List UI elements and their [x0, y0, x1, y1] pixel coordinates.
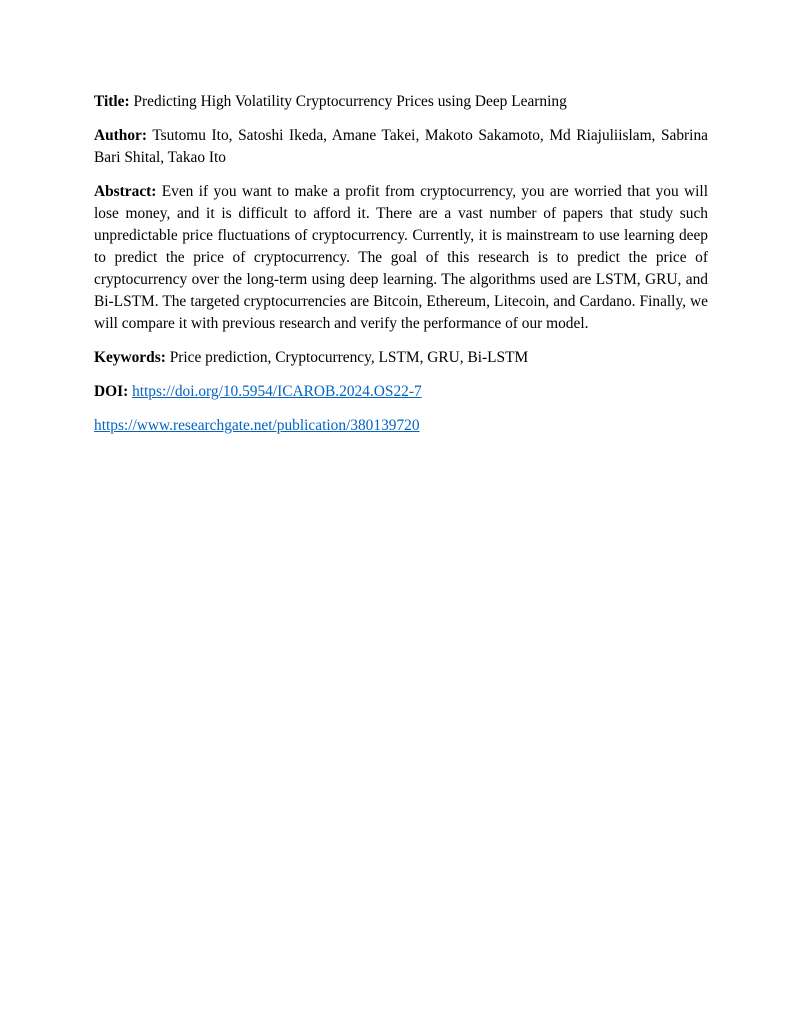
- researchgate-paragraph: [94, 415, 708, 437]
- doi-link[interactable]: https://doi.org/10.5954/ICAROB.2024.OS22-7: [132, 383, 422, 400]
- author-list: Tsutomu Ito, Satoshi Ikeda, Amane Takei, Makoto Sakamoto, Md Riajuliislam, Sabrina Bari Shital, Takao Ito: [94, 127, 708, 166]
- abstract-paragraph: [94, 181, 708, 335]
- author-label: Author:: [94, 127, 148, 144]
- keywords-text: Price prediction, Cryptocurrency, LSTM, GRU, Bi-LSTM: [169, 349, 529, 366]
- title-label: Title:: [94, 93, 130, 110]
- abstract-label: Abstract:: [94, 183, 157, 200]
- doi-label: DOI:: [94, 383, 129, 400]
- paper-info-page: [94, 91, 708, 437]
- doi-paragraph: [94, 381, 708, 403]
- author-paragraph: [94, 125, 708, 169]
- keywords-paragraph: [94, 347, 708, 369]
- keywords-label: Keywords:: [94, 349, 166, 366]
- paper-title: Predicting High Volatility Cryptocurrency Prices using Deep Learning: [133, 93, 567, 110]
- researchgate-link[interactable]: https://www.researchgate.net/publication/380139720: [94, 417, 420, 434]
- abstract-text: Even if you want to make a profit from cryptocurrency, you are worried that you will lose money, and it is difficult to afford it. There are a vast number of papers that study such unpredictable price fluctuations of cryptocurrency. Currently, it is mainstream to use learning deep to predict the price of cryptocurrency. The goal of this research is to predict the price of cryptocurrency over the long-term using deep learning. The algorithms used are LSTM, GRU, and Bi-LSTM. The targeted cryptocurrencies are Bitcoin, Ethereum, Litecoin, and Cardano. Finally, we will compare it with previous research and verify the performance of our model.: [94, 183, 708, 332]
- title-paragraph: [94, 91, 708, 113]
